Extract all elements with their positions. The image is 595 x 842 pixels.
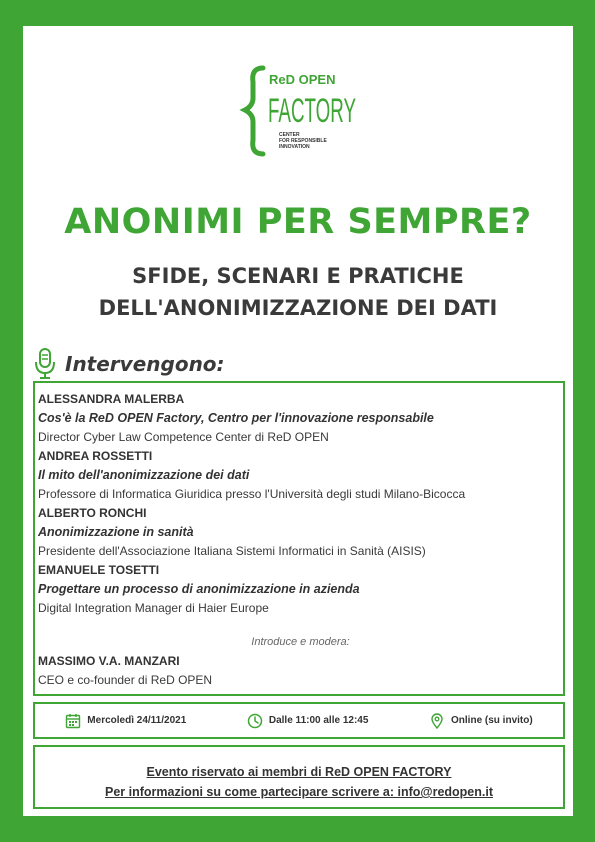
event-time-label: Dalle 11:00 alle 12:45 [268,715,369,726]
moderator-role: CEO e co-founder di ReD OPEN [38,673,213,687]
speaker-talk: Progettare un processo di anonimizzazione in azienda [38,582,360,596]
calendar-icon [65,713,81,729]
event-subtitle [23,260,573,324]
speaker-role: Digital Integration Manager di Haier Europe [38,601,269,615]
speaker-role: Presidente dell'Associazione Italiana Sistemi Informatici in Sanità (AISIS) [38,544,426,558]
speaker-2 [38,447,563,504]
flyer-page [23,26,573,816]
speaker-4 [38,561,563,618]
red-open-factory-logo [241,64,361,159]
event-date [65,713,186,729]
clock-icon [247,713,263,729]
speaker-name: ALBERTO RONCHI [38,506,147,520]
event-place [429,713,533,729]
speakers-heading-label: Intervengono: [65,352,225,376]
svg-text:ReD OPEN: ReD OPEN [269,72,336,87]
svg-text:FACTORY: FACTORY [268,92,356,130]
speaker-role: Professore di Informatica Giuridica presso l'Università degli studi Milano-Bicocca [38,487,466,501]
speaker-name: EMANUELE TOSETTI [38,563,160,577]
speaker-name: ANDREA ROSSETTI [38,449,153,463]
subtitle-line-2: DELL'ANONIMIZZAZIONE DEI DATI [98,296,498,320]
svg-text:FOR RESPONSIBLE: FOR RESPONSIBLE [279,138,327,144]
speaker-talk: Cos'è la ReD OPEN Factory, Centro per l'innovazione responsabile [38,411,434,425]
speaker-talk: Anonimizzazione in sanità [38,525,194,539]
moderator-intro: Introduce e modera: [251,636,350,648]
speaker-1 [38,390,563,447]
speaker-talk: Il mito dell'anonimizzazione dei dati [38,468,250,482]
event-title: ANONIMI PER SEMPRE? [64,202,532,242]
microphone-icon [33,347,57,381]
event-date-label: Mercoledì 24/11/2021 [87,715,187,726]
moderator-name: MASSIMO V.A. MANZARI [38,654,180,668]
event-time [247,713,369,729]
speakers-box [33,381,565,696]
speakers-heading [33,346,225,382]
speaker-3 [38,504,563,561]
footer-contact-link[interactable]: Per informazioni su come partecipare scrivere a: info@redopen.it [105,785,493,799]
event-info-box [33,702,565,739]
footer-reserved-note: Evento riservato ai membri di ReD OPEN FACTORY [146,765,452,779]
svg-text:CENTER: CENTER [279,132,300,138]
event-place-label: Online (su invito) [451,715,533,726]
footer-box [33,745,565,809]
svg-text:INNOVATION: INNOVATION [279,144,310,150]
moderator [38,652,563,690]
location-pin-icon [429,713,445,729]
speaker-role: Director Cyber Law Competence Center di ReD OPEN [38,430,329,444]
speaker-name: ALESSANDRA MALERBA [38,392,185,406]
subtitle-line-1: SFIDE, SCENARI E PRATICHE [132,264,464,288]
